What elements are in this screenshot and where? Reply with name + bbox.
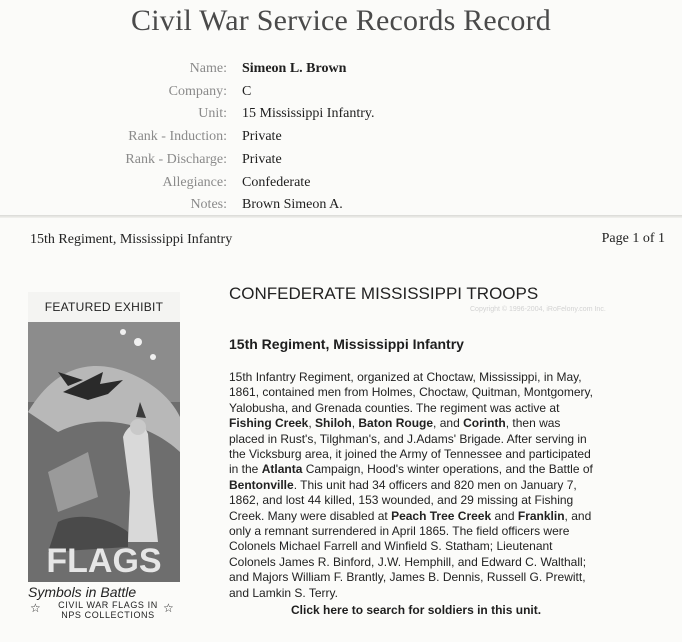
history-text: the Vicksburg area, it joined the Army of Tennessee and participated — [229, 447, 591, 462]
battle-name: Bentonville — [229, 477, 294, 492]
page-divider — [0, 215, 682, 218]
star-icon: ☆ — [30, 601, 41, 615]
history-text: 15th Infantry Regiment, organized at Choctaw, Mississippi, in May, — [229, 370, 582, 384]
record-row — [0, 175, 682, 197]
page-title: Civil War Service Records Record — [131, 4, 551, 37]
history-text: and Majors William F. Brantly, James B. Dennis, Russell G. Prewitt, — [229, 570, 586, 585]
record-label: Rank - Induction: — [128, 129, 227, 145]
history-line — [229, 493, 669, 508]
battle-name: Peach Tree Creek — [391, 508, 492, 523]
history-line — [229, 401, 669, 416]
record-row — [0, 84, 682, 106]
record-value: Brown Simeon A. — [242, 197, 343, 213]
section-title: CONFEDERATE MISSISSIPPI TROOPS — [229, 284, 539, 303]
record-value: C — [242, 83, 252, 99]
star-icon: ☆ — [163, 601, 174, 615]
record-label: Name: — [189, 61, 227, 76]
history-text: and — [491, 508, 518, 523]
history-line — [229, 385, 669, 400]
record-value: 15 Mississippi Infantry. — [242, 106, 375, 122]
history-line — [229, 370, 669, 385]
history-text: placed in Rust's, Tilghman's, and J.Adams' Brigade. After serving in — [229, 431, 587, 446]
history-line — [229, 539, 669, 554]
record-value: Simeon L. Brown — [242, 61, 347, 76]
history-text: , then was — [505, 416, 561, 431]
battle-name: Fishing Creek — [229, 416, 309, 431]
regiment-history — [229, 370, 669, 601]
history-text: Colonels Michael Farrell and Winfield S. Statham; Lieutenant — [229, 539, 553, 554]
history-text: , and — [433, 416, 464, 431]
history-text: , and — [564, 508, 592, 523]
exhibit-caption-title: Symbols in Battle — [28, 584, 137, 600]
history-text: Yalobusha, and Grenada counties. The regiment was active at — [229, 400, 560, 415]
page-number: Page 1 of 1 — [601, 231, 665, 246]
record-label: Company: — [168, 83, 227, 99]
history-text: only a remnant surrendered in April 1865. The field officers were — [229, 524, 570, 539]
featured-exhibit-banner[interactable] — [28, 292, 180, 582]
record-value: Private — [242, 129, 282, 145]
history-text: Campaign, Hood's winter operations, and the Battle of — [302, 462, 593, 477]
record-label: Notes: — [190, 197, 227, 213]
history-text: and Lamkin S. Terry. — [229, 585, 338, 600]
record-label: Rank - Discharge: — [125, 151, 227, 167]
record-label: Unit: — [198, 106, 227, 122]
history-line — [229, 447, 669, 462]
history-line — [229, 432, 669, 447]
featured-exhibit-heading: FEATURED EXHIBIT — [28, 292, 180, 322]
history-text: Colonels James R. Binford, J.W. Hemphill, and Edward C. Walthall; — [229, 554, 587, 569]
flags-wordmark: FLAGS — [46, 542, 162, 580]
record-label: Allegiance: — [162, 174, 227, 190]
search-soldiers-link[interactable]: Click here to search for soldiers in this unit. — [291, 603, 542, 617]
history-line — [229, 478, 669, 493]
battle-name: Corinth — [463, 416, 506, 431]
history-text: 1861, contained men from Holmes, Choctaw, Quitman, Montgomery, — [229, 385, 593, 400]
battle-name: Franklin — [517, 508, 565, 523]
record-row — [0, 129, 682, 151]
battle-name: Atlanta — [261, 462, 303, 477]
record-value: Confederate — [242, 174, 311, 190]
history-line — [229, 555, 669, 570]
history-text: , — [308, 416, 316, 431]
history-line — [229, 570, 669, 585]
exhibit-caption-subtitle-line2: NPS COLLECTIONS — [61, 610, 155, 620]
history-line — [229, 462, 669, 477]
history-text: Creek. Many were disabled at — [229, 508, 392, 523]
record-value: Private — [242, 151, 282, 167]
battle-name: Shiloh — [315, 416, 352, 431]
record-row — [0, 106, 682, 128]
history-line — [229, 586, 669, 601]
exhibit-caption-subtitle-line1: CIVIL WAR FLAGS IN — [58, 600, 158, 610]
record-row — [0, 61, 682, 83]
history-line — [229, 524, 669, 539]
record-row — [0, 152, 682, 174]
history-line — [229, 509, 669, 524]
history-text: , — [351, 416, 359, 431]
exhibit-caption-subtitle — [44, 600, 172, 620]
history-text: . This unit had 34 officers and 820 men on January 7, — [293, 477, 577, 492]
copyright-watermark: Copyright © 1996-2004, iRoFelony.com Inc. — [470, 306, 606, 313]
history-text: in the — [229, 462, 262, 477]
history-text: 1862, and lost 44 killed, 153 wounded, and 29 missing at Fishing — [229, 493, 574, 508]
print-header-title: 15th Regiment, Mississippi Infantry — [30, 232, 233, 247]
history-line — [229, 416, 669, 431]
battle-name: Baton Rouge — [358, 416, 434, 431]
regiment-title: 15th Regiment, Mississippi Infantry — [229, 336, 464, 352]
flag-eagle-illustration — [28, 322, 180, 582]
